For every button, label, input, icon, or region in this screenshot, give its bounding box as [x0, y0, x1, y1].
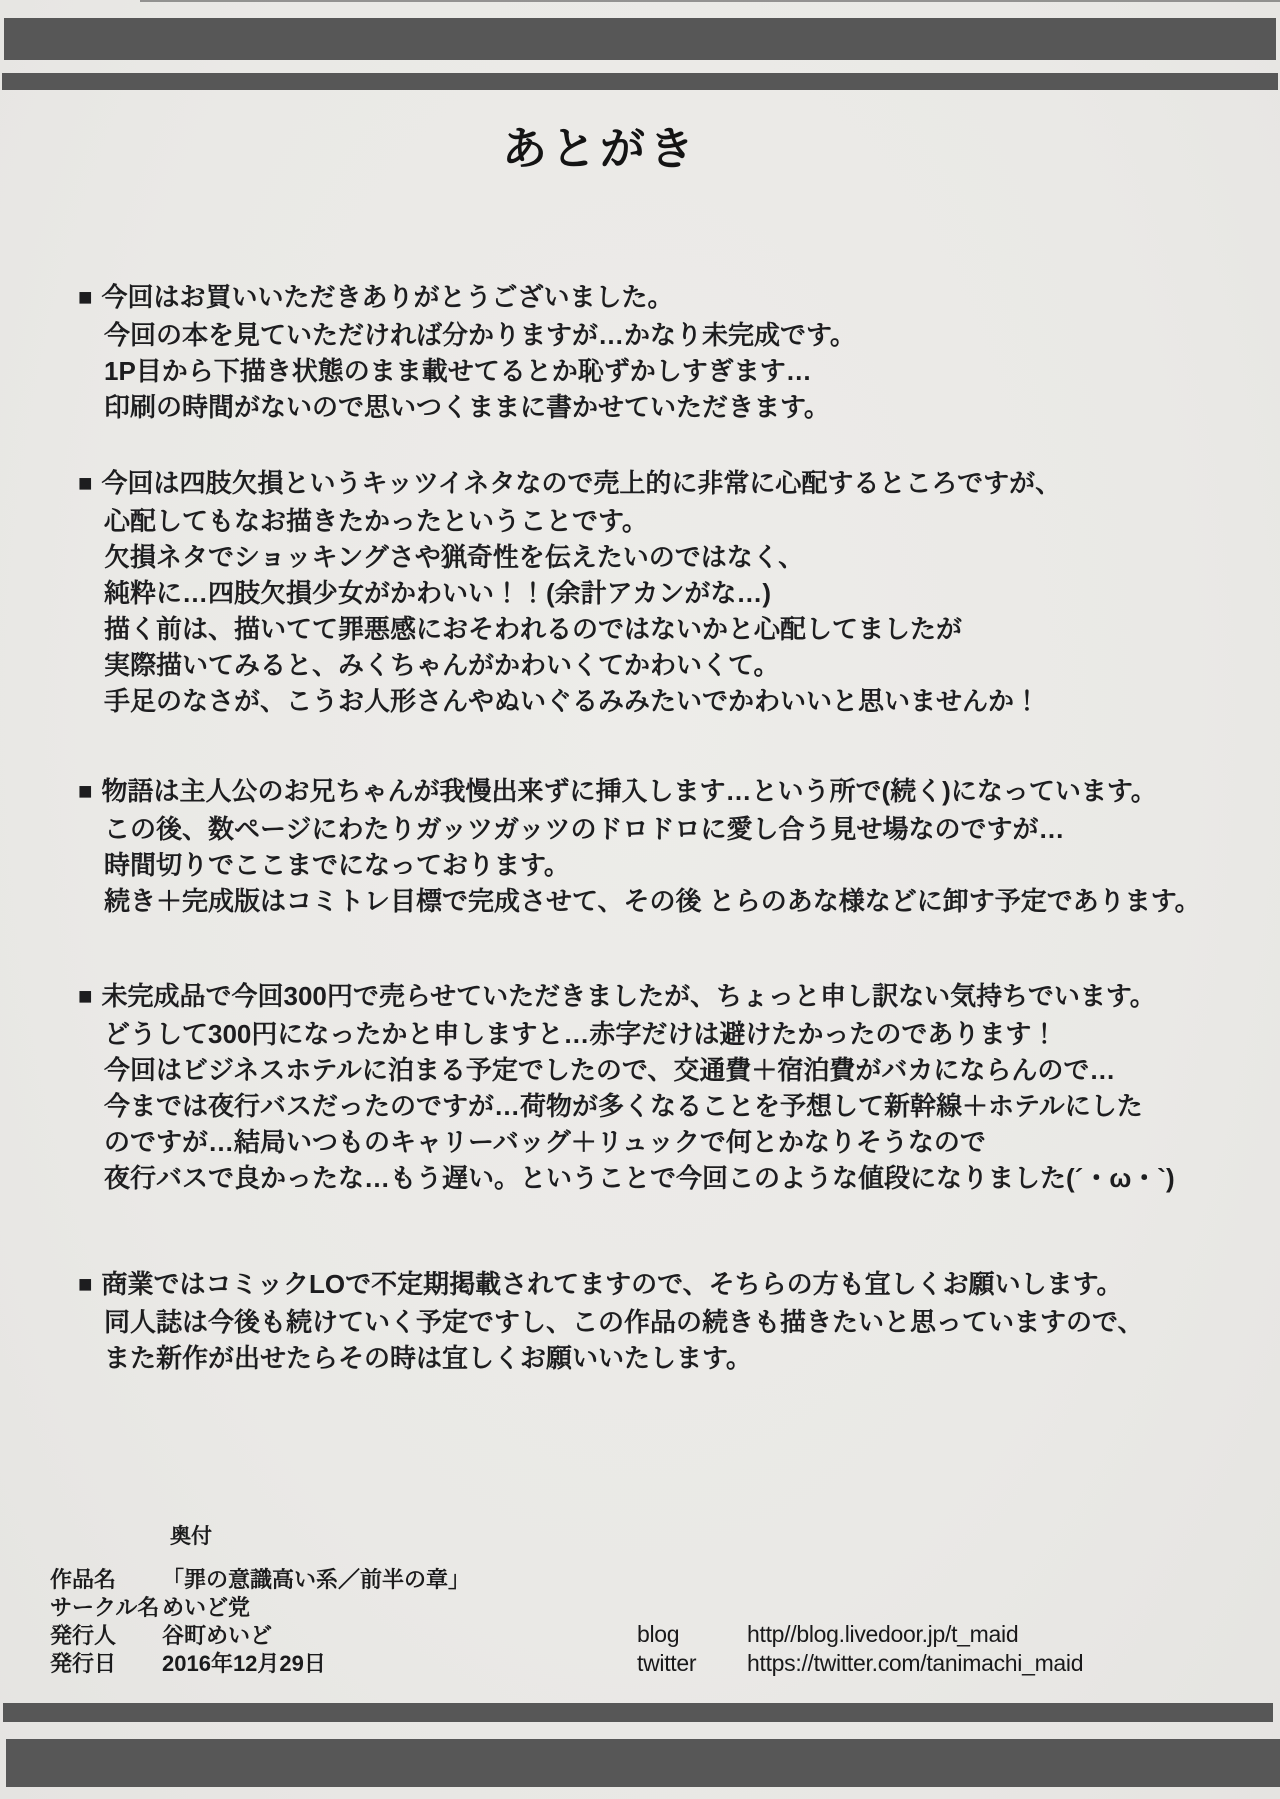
colophon-value: 谷町めいど: [162, 1623, 273, 1648]
paragraph-line: 描く前は、描いてて罪悪感におそわれるのではないかと心配してましたが: [104, 614, 963, 644]
colophon-value: めいど党: [162, 1595, 251, 1620]
paragraph-text: 物語は主人公のお兄ちゃんが我慢出来ずに挿入します…という所で(続く)になっています。: [101, 776, 1157, 806]
paragraph-line: この後、数ページにわたりガッツガッツのドロドロに愛し合う見せ場なのですが…: [104, 814, 1065, 844]
afterword-paragraph-story: [78, 773, 1238, 919]
colophon-label: サークル名: [50, 1595, 160, 1620]
paragraph-line: [78, 465, 1238, 503]
paragraph-line: 今回の本を見ていただければ分かりますが…かなり未完成です。: [104, 320, 856, 350]
bottom-thin-divider-bar: [3, 1703, 1273, 1722]
paragraph-line: [78, 279, 1238, 317]
blog-link-row: [637, 1620, 1083, 1649]
bullet-square-icon: ■: [78, 284, 93, 311]
paragraph-line: 欠損ネタでショッキングさや猟奇性を伝えたいのではなく、: [104, 542, 805, 572]
afterword-paragraph-theme: [78, 465, 1238, 719]
top-thick-divider-bar: [4, 18, 1276, 60]
colophon-row-circle: [50, 1594, 470, 1622]
paragraph-text: 今回は四肢欠損というキッツイネタなので売上的に非常に心配するところですが、: [101, 468, 1062, 498]
paragraph-line: 心配してもなお描きたかったということです。: [104, 506, 648, 536]
bullet-square-icon: ■: [78, 983, 93, 1010]
blog-label: blog: [637, 1621, 680, 1647]
colophon-row-publisher: [50, 1622, 470, 1650]
colophon-value: 「罪の意識高い系／前半の章」: [162, 1567, 471, 1592]
colophon-heading: 奥付: [170, 1525, 212, 1548]
paragraph-line: どうして300円になったかと申しますと…赤字だけは避けたかったのであります！: [104, 1019, 1058, 1049]
paragraph-line: 続き＋完成版はコミトレ目標で完成させて、その後 とらのあな様などに卸す予定であります。: [104, 886, 1201, 916]
paragraph-line: 実際描いてみると、みくちゃんがかわいくてかわいくて。: [104, 650, 780, 680]
bullet-square-icon: ■: [78, 778, 93, 805]
colophon-label: 作品名: [50, 1567, 117, 1592]
paragraph-line: 印刷の時間がないので思いつくままに書かせていただきます。: [104, 392, 830, 422]
paragraph-line: 時間切りでここまでになっております。: [104, 850, 570, 880]
scan-edge-artifact: [140, 0, 1280, 2]
colophon-table: [50, 1566, 470, 1678]
afterword-paragraph-thanks: [78, 279, 1238, 425]
paragraph-line: また新作が出せたらその時は宜しくお願いいたします。: [104, 1343, 752, 1373]
blog-url: http//blog.livedoor.jp/t_maid: [747, 1621, 1019, 1647]
paragraph-line: 1P目から下描き状態のまま載せてるとか恥ずかしすぎます…: [104, 356, 812, 386]
twitter-label: twitter: [637, 1650, 697, 1676]
colophon-row-date: [50, 1650, 470, 1678]
paragraph-line: [78, 978, 1238, 1016]
bullet-square-icon: ■: [78, 1271, 93, 1298]
bullet-square-icon: ■: [78, 470, 93, 497]
colophon-label: 発行日: [50, 1651, 117, 1676]
paragraph-line: 夜行バスで良かったな…もう遅い。ということで今回このような値段になりました(´・ω・`): [104, 1163, 1175, 1193]
afterword-paragraph-commercial: [78, 1266, 1238, 1376]
paragraph-line: のですが…結局いつものキャリーバッグ＋リュックで何とかなりそうなので: [104, 1127, 986, 1157]
colophon-value: 2016年12月29日: [162, 1651, 326, 1676]
paragraph-line: 今回はビジネスホテルに泊まる予定でしたので、交通費＋宿泊費がバカにならんので…: [104, 1055, 1116, 1085]
paragraph-line: 手足のなさが、こうお人形さんやぬいぐるみみたいでかわいいと思いませんか！: [104, 686, 1041, 716]
afterword-paragraph-price: [78, 978, 1238, 1196]
paragraph-line: [78, 1266, 1238, 1304]
paragraph-line: 同人誌は今後も続けていく予定ですし、この作品の続きも描きたいと思っていますので、: [104, 1307, 1144, 1337]
paragraph-text: 商業ではコミックLOで不定期掲載されてますので、そちらの方も宜しくお願いします。: [101, 1269, 1123, 1299]
paragraph-line: 純粋に…四肢欠損少女がかわいい！！(余計アカンがな…): [104, 578, 772, 608]
paragraph-line: [78, 773, 1238, 811]
top-thin-divider-bar: [2, 73, 1278, 90]
paragraph-line: 今までは夜行バスだったのですが…荷物が多くなることを予想して新幹線＋ホテルにした: [104, 1091, 1143, 1121]
twitter-link-row: [637, 1649, 1083, 1678]
page-title: あとがき: [501, 123, 699, 174]
twitter-url: https://twitter.com/tanimachi_maid: [747, 1650, 1084, 1676]
bottom-thick-divider-bar: [6, 1739, 1280, 1787]
colophon-row-title: [50, 1566, 470, 1594]
paragraph-text: 今回はお買いいただきありがとうございました。: [101, 282, 674, 312]
colophon-links: [637, 1620, 1083, 1678]
paragraph-text: 未完成品で今回300円で売らせていただきましたが、ちょっと申し訳ない気持ちでいます。: [101, 981, 1156, 1011]
colophon-label: 発行人: [50, 1623, 117, 1648]
